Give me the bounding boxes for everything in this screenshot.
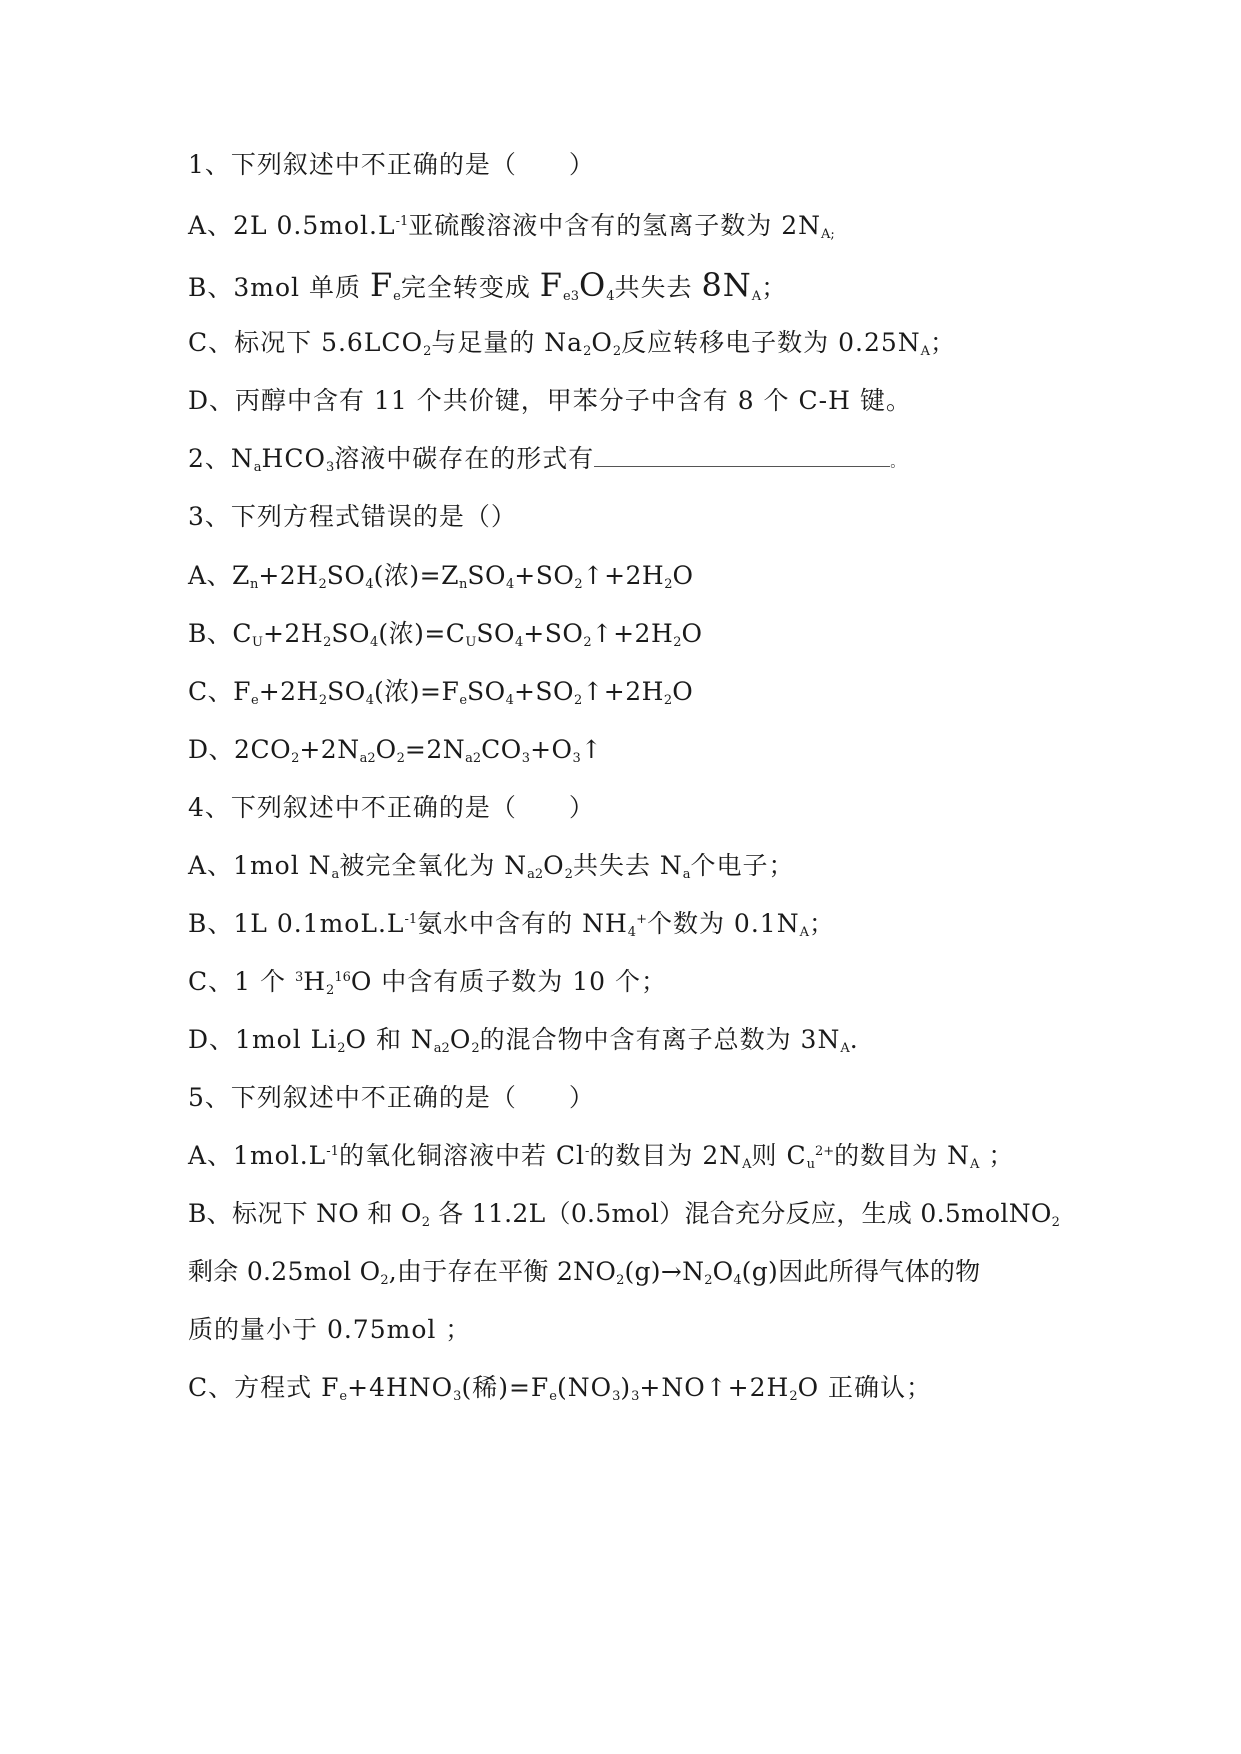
subscript-text: U [252, 635, 263, 650]
text-run: B、3mol 单质 [188, 273, 370, 302]
text-run: C、F [188, 677, 251, 706]
text-run: 5、下列叙述中不正确的是（ ） [188, 1083, 595, 1112]
text-run: CO [481, 735, 522, 764]
subscript-text: a [253, 460, 262, 475]
text-run: HCO [261, 444, 326, 473]
subscript-text: e [339, 1389, 348, 1404]
text-run: +4HNO [347, 1373, 454, 1402]
superscript-text: 3 [294, 970, 304, 985]
question-5-option-c [188, 1371, 932, 1405]
subscript-text: 2 [318, 577, 327, 592]
text-run: 2、N [188, 444, 254, 473]
subscript-text: e3 [563, 289, 579, 304]
text-run: A、1mol.L [188, 1141, 327, 1170]
subscript-text: A [920, 344, 931, 359]
text-run: O 正确认； [797, 1373, 933, 1402]
text-run: (g)→N [624, 1257, 705, 1286]
question-3-option-c [188, 675, 693, 709]
subscript-text: 2 [583, 344, 592, 359]
subscript-text: 2 [673, 635, 682, 650]
text-run: A、Z [188, 561, 250, 590]
text-run: H [303, 967, 327, 996]
subscript-text: 2 [471, 1041, 480, 1056]
text-run: 各 11.2L（0.5mol）混合充分反应，生成 0.5molNO [429, 1199, 1052, 1228]
text-run: B、1L 0.1moL.L [188, 909, 405, 938]
question-5-option-b-line-2 [188, 1255, 980, 1289]
question-1-option-c [188, 326, 956, 360]
subscript-text: 4 [505, 577, 515, 592]
subscript-text: 3 [325, 460, 335, 475]
text-run: O [681, 619, 703, 648]
text-run: SO [467, 561, 506, 590]
text-run: ； [761, 273, 788, 302]
text-run: +O [530, 735, 573, 764]
text-run: 的数目为 2N [589, 1141, 743, 1170]
text-run: ； [808, 909, 835, 938]
text-run: O [578, 266, 607, 304]
text-run: +2N [299, 735, 360, 764]
text-run: B、标况下 NO 和 O [188, 1199, 422, 1228]
text-run: +2H [258, 561, 319, 590]
question-4-option-c [188, 965, 667, 999]
text-run: +NO↑+2H [639, 1373, 790, 1402]
text-run: 的氧化铜溶液中若 Cl [338, 1141, 586, 1170]
text-run: 个电子； [690, 851, 795, 880]
text-run: O 中含有质子数为 10 个； [350, 967, 668, 996]
text-run: A、2L 0.5mol.L [188, 211, 396, 240]
text-run: ↑+2H [582, 561, 665, 590]
subscript-text: 2 [291, 751, 300, 766]
text-run: SO [467, 677, 506, 706]
text-run: ↑ [580, 735, 603, 764]
text-run: (g)因此所得气体的物 [741, 1257, 981, 1286]
text-run: C、方程式 F [188, 1373, 340, 1402]
text-run: 完全转变成 [400, 273, 540, 302]
subscript-text: A; [820, 227, 835, 242]
subscript-text: U [465, 635, 477, 650]
subscript-text: 3 [631, 1389, 640, 1404]
text-run: O [375, 735, 397, 764]
text-run: O [712, 1257, 734, 1286]
question-3-stem [188, 500, 517, 534]
text-run: O [591, 328, 613, 357]
text-run: (NO [556, 1373, 613, 1402]
subscript-text: e [549, 1389, 557, 1404]
text-run: 共失去 N [572, 851, 683, 880]
subscript-text: a [682, 867, 691, 882]
superscript-text: -1 [395, 214, 409, 229]
text-run: 8N [701, 266, 752, 304]
subscript-text: 2 [704, 1273, 713, 1288]
text-run: ； [979, 1141, 1015, 1170]
text-run: =2N [404, 735, 466, 764]
question-4-option-b [188, 907, 835, 941]
subscript-text: e [393, 289, 401, 304]
subscript-text: 2 [380, 1273, 389, 1288]
subscript-text: 2 [583, 635, 592, 650]
text-run: SO [327, 677, 366, 706]
text-run: +2H [258, 677, 319, 706]
subscript-text: 4 [515, 635, 524, 650]
text-run: +SO [523, 619, 584, 648]
text-run: 质的量小于 0.75mol ； [188, 1315, 472, 1344]
subscript-text: 4 [505, 693, 514, 708]
text-run: +SO [514, 561, 575, 590]
subscript-text: 2 [564, 867, 573, 882]
subscript-text: n [249, 577, 259, 592]
subscript-text: A [751, 289, 762, 304]
text-run: O [672, 677, 694, 706]
text-run: SO [326, 561, 366, 590]
subscript-text: 2 [337, 1041, 346, 1056]
subscript-text: 2 [789, 1389, 798, 1404]
text-run: C、标况下 5.6LCO [188, 328, 424, 357]
question-4-option-d [188, 1023, 859, 1057]
question-1-option-b [188, 268, 787, 305]
subscript-text: A [799, 925, 809, 940]
subscript-text: 2 [396, 751, 405, 766]
question-1-option-d [188, 384, 912, 418]
subscript-text: A [840, 1041, 850, 1056]
subscript-text: a2 [465, 751, 482, 766]
text-run: D、1mol Li [188, 1025, 338, 1054]
text-run: 个数为 0.1N [646, 909, 800, 938]
text-run: C、1 个 [188, 967, 295, 996]
text-run: O [543, 851, 565, 880]
superscript-text: - [585, 1144, 590, 1159]
text-run: 共失去 [614, 273, 702, 302]
subscript-text: 2 [616, 1273, 625, 1288]
answer-blank[interactable] [594, 444, 890, 467]
question-3-option-a [188, 559, 694, 593]
text-run: F [369, 266, 394, 304]
subscript-text: u [806, 1157, 815, 1172]
text-run: ↑+2H [591, 619, 674, 648]
text-run: +SO [513, 677, 575, 706]
question-1-stem [188, 148, 595, 182]
subscript-text: 4 [365, 577, 374, 592]
subscript-text: 2 [318, 693, 328, 708]
text-run: . [849, 1025, 859, 1054]
text-run: O [449, 1025, 472, 1054]
text-run: 与足量的 Na [431, 328, 584, 357]
subscript-text: 4 [606, 289, 615, 304]
subscript-text: e [459, 693, 468, 708]
text-run: F [539, 266, 563, 304]
subscript-text: a2 [359, 751, 376, 766]
text-run: 。 [890, 455, 906, 471]
subscript-text: a2 [433, 1041, 450, 1056]
text-run: 亚硫酸溶液中含有的氢离子数为 2N [408, 211, 821, 240]
text-run: O 和 N [345, 1025, 434, 1054]
superscript-text: 16 [334, 970, 351, 985]
superscript-text: 2+ [815, 1144, 835, 1159]
question-1-option-a [188, 209, 835, 243]
subscript-text: A [970, 1157, 980, 1172]
text-run: 反应转移电子数为 0.25N [621, 328, 921, 357]
superscript-text: + [636, 912, 647, 927]
text-run: D、2CO [188, 735, 292, 764]
subscript-text: 2 [574, 693, 583, 708]
text-run: 1、下列叙述中不正确的是（ ） [188, 150, 595, 179]
subscript-text: 2 [421, 1215, 430, 1230]
subscript-text: a2 [527, 867, 544, 882]
superscript-text: -1 [326, 1144, 339, 1159]
subscript-text: 4 [733, 1273, 742, 1288]
subscript-text: A [742, 1157, 752, 1172]
question-5-option-b-line-3 [188, 1313, 471, 1347]
subscript-text: 3 [521, 751, 531, 766]
question-5-option-b-line-1 [188, 1197, 1060, 1231]
text-run: D、丙醇中含有 11 个共价键，甲苯分子中含有 8 个 C-H 键。 [188, 386, 912, 415]
subscript-text: 3 [572, 751, 581, 766]
text-run: (浓)=Z [373, 561, 459, 590]
subscript-text: 3 [453, 1389, 462, 1404]
subscript-text: e [250, 693, 259, 708]
text-run: 剩余 0.25mol O [188, 1257, 381, 1286]
text-run: 的混合物中含有离子总数为 3N [479, 1025, 841, 1054]
subscript-text: 2 [326, 983, 335, 998]
subscript-text: 4 [370, 635, 379, 650]
subscript-text: 2 [663, 693, 673, 708]
question-5-option-a [188, 1139, 1014, 1173]
question-5-stem [188, 1081, 595, 1115]
text-run: (浓)=F [374, 677, 460, 706]
text-run: SO [476, 619, 516, 648]
text-run: ) [620, 1373, 632, 1402]
text-run: +2H [262, 619, 324, 648]
subscript-text: 4 [365, 693, 375, 708]
text-run: (浓)=C [378, 619, 466, 648]
subscript-text: 2 [664, 577, 673, 592]
subscript-text: a [331, 867, 340, 882]
question-3-option-d [188, 733, 602, 767]
subscript-text: 2 [423, 344, 432, 359]
question-4-option-a [188, 849, 795, 883]
subscript-text: 2 [1051, 1215, 1060, 1230]
question-3-option-b [188, 617, 703, 651]
text-run: 则 C [751, 1141, 807, 1170]
text-run: 4、下列叙述中不正确的是（ ） [188, 793, 595, 822]
subscript-text: 2 [612, 344, 622, 359]
question-2 [188, 442, 905, 480]
text-run: SO [331, 619, 371, 648]
subscript-text: 2 [574, 577, 583, 592]
text-run: 氨水中含有的 NH [417, 909, 628, 938]
subscript-text: n [458, 577, 468, 592]
text-run: ； [930, 328, 957, 357]
question-4-stem [188, 791, 595, 825]
text-run: O [672, 561, 694, 590]
text-run: (稀)=F [461, 1373, 550, 1402]
text-run: ↑+2H [582, 677, 664, 706]
text-run: 被完全氧化为 N [339, 851, 528, 880]
superscript-text: -1 [404, 912, 418, 927]
text-run: 溶液中碳存在的形式有 [334, 444, 595, 473]
subscript-text: 2 [323, 635, 332, 650]
text-run: 3、下列方程式错误的是（） [188, 502, 517, 531]
text-run: ,由于存在平衡 2NO [388, 1257, 617, 1286]
subscript-text: 4 [627, 925, 637, 940]
text-run: B、C [188, 619, 253, 648]
text-run: 的数目为 N [834, 1141, 970, 1170]
text-run: A、1mol N [188, 851, 332, 880]
subscript-text: 3 [612, 1389, 621, 1404]
